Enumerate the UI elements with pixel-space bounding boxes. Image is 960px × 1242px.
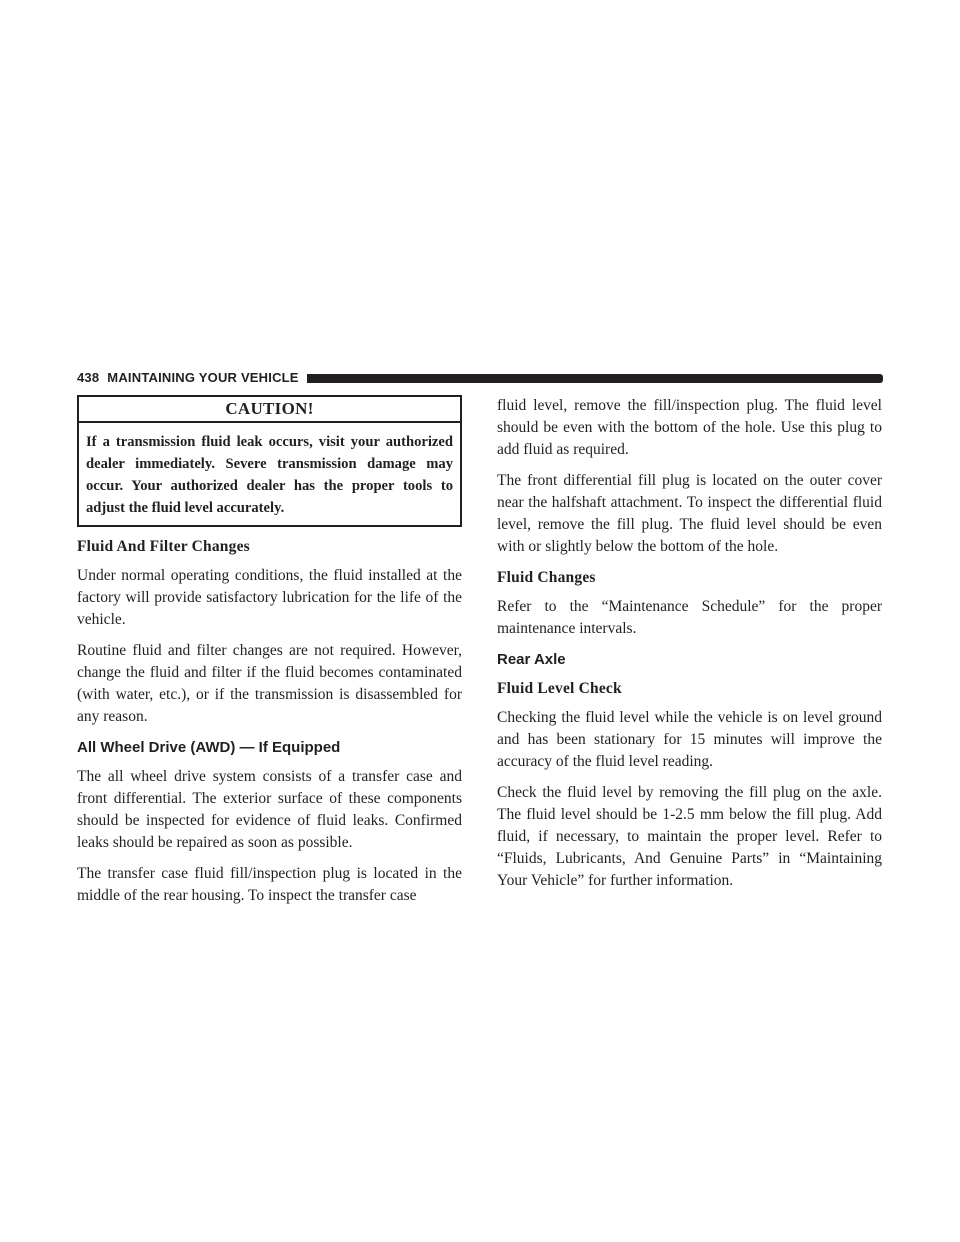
awd-paragraph-2: The transfer case fluid fill/inspection plug is located in the middle of the rear housing. To inspect the transfer case: [77, 865, 462, 904]
caution-title: CAUTION!: [79, 397, 460, 423]
awd-heading: All Wheel Drive (AWD) — If Equipped: [77, 739, 341, 756]
awd-paragraph-3: The front differential fill plug is located on the outer cover near the halfshaft attachment. To inspect the differential fluid level, remove the fill plug. The fluid level should be even with or slightly below the bottom of the hole.: [497, 472, 882, 555]
header-rule: [307, 374, 883, 383]
fluid-filter-heading: Fluid And Filter Changes: [77, 538, 250, 555]
fluid-level-paragraph-2: Check the fluid level by removing the fill plug on the axle. The fluid level should be 1-2.5 mm below the fill plug. Add fluid, if necessary, to maintain the proper level. Refer to “Fluids, Lubricants, And Genuine Parts” in “Maintaining Your Vehicle” for further information.: [497, 784, 882, 889]
left-column: [77, 395, 462, 916]
caution-text: If a transmission fluid leak occurs, visit your authorized dealer immediately. Severe transmission damage may occur. Your authorized dealer has the proper tools to adjust the fluid level accurately.: [86, 434, 453, 516]
rear-axle-heading: Rear Axle: [497, 651, 566, 668]
fluid-changes-paragraph: Refer to the “Maintenance Schedule” for the proper maintenance intervals.: [497, 598, 882, 637]
fluid-filter-paragraph-1: Under normal operating conditions, the fluid installed at the factory will provide satisfactory lubrication for the life of the vehicle.: [77, 567, 462, 628]
fluid-level-check-heading: Fluid Level Check: [497, 680, 622, 697]
fluid-filter-paragraph-2: Routine fluid and filter changes are not required. However, change the fluid and filter if the fluid becomes contaminated (with water, etc.), or if the transmission is disassembled for any reason.: [77, 642, 462, 725]
caution-box: [77, 395, 462, 527]
page-number: 438: [77, 370, 100, 385]
section-name: MAINTAINING YOUR VEHICLE: [107, 370, 299, 385]
awd-paragraph-2-continued: fluid level, remove the fill/inspection plug. The fluid level should be even with the bottom of the hole. Use this plug to add fluid as required.: [497, 397, 882, 458]
page-header: [77, 370, 883, 386]
fluid-changes-heading: Fluid Changes: [497, 569, 596, 586]
awd-paragraph-1: The all wheel drive system consists of a transfer case and front differential. The exterior surface of these components should be inspected for evidence of fluid leaks. Confirmed leaks should be repaired as soon as possible.: [77, 768, 462, 851]
right-column: [497, 395, 882, 901]
fluid-level-paragraph-1: Checking the fluid level while the vehicle is on level ground and has been stationary for 15 minutes will improve the accuracy of the fluid level reading.: [497, 709, 882, 770]
